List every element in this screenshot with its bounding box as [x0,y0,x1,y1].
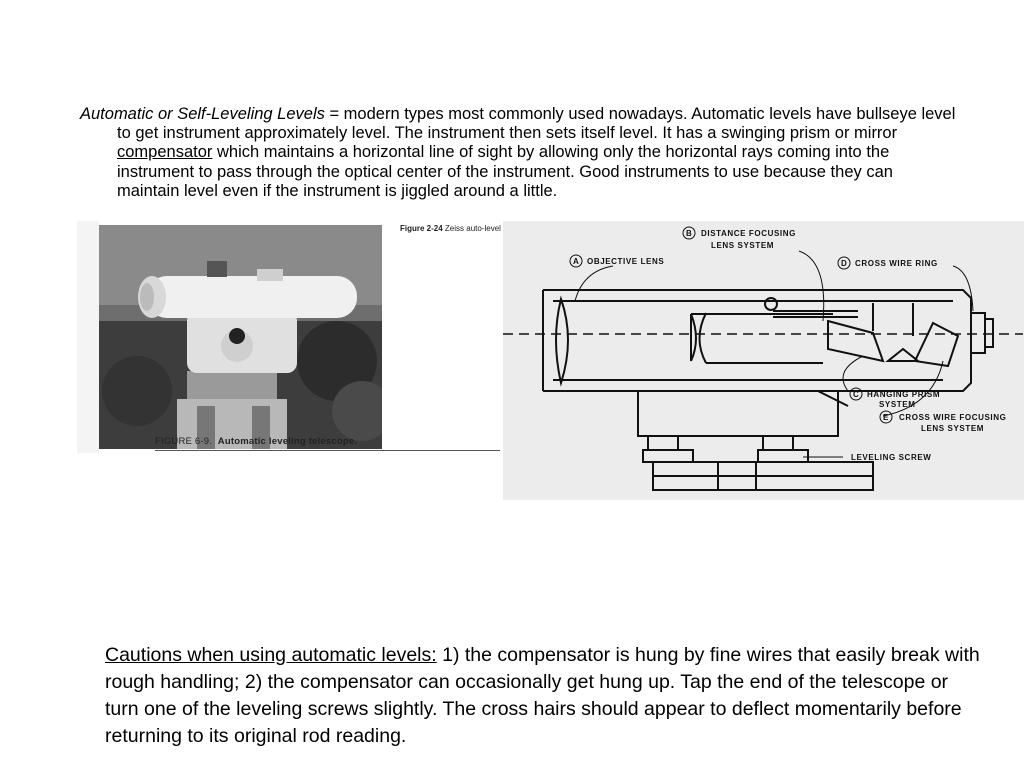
telescope-photo-image [77,221,502,453]
label-leveling-screw: LEVELING SCREW [851,453,932,462]
photo-top-figure-title: Zeiss auto-level [442,224,501,233]
photo-caption-rule [155,450,500,451]
cautions-heading: Cautions when using automatic levels: [105,643,437,666]
label-cross-wire-focusing-2: LENS SYSTEM [921,424,985,433]
base-housing [638,391,838,436]
label-cross-wire-focusing-1: CROSS WIRE FOCUSING [899,413,1007,422]
cautions-paragraph [105,642,985,750]
photo-top-caption [400,224,501,233]
photo-top-figure-number: Figure 2-24 [400,224,443,233]
cautions-text: 1) the compensator is hung by fine wires that easily break with rough handling; 2) the compensator can occasionally get hung up. Tap the end of the telescope or turn one of the leveling screws slightly. The cross hairs should appear to deflect momentarily before returning to its original rod reading. [105,643,980,747]
photo-caption-title: Automatic leveling telescope. [217,436,358,447]
level-diagram [503,221,1024,500]
compensator-link[interactable]: compensator [117,143,213,162]
marker-a-letter: A [573,257,580,266]
telescope-tube-outline [543,290,971,391]
label-cross-wire-ring: CROSS WIRE RING [855,259,938,268]
intro-paragraph [80,105,957,202]
marker-b-letter: B [686,229,693,238]
prism-right [915,323,958,366]
level-cross-section [503,221,1024,500]
photo-caption-number: FIGURE 6-9. [155,436,213,447]
telescope-photo [77,221,502,453]
label-distance-focusing-1: DISTANCE FOCUSING [701,229,796,238]
marker-d-letter: D [841,259,848,268]
intro-text-1: = modern types most commonly used nowadays. Automatic levels have bullseye level to get instrument approximately level. The instrument then sets itself level. It has a swinging prism or mirror [117,104,956,142]
photo-caption [155,436,357,447]
label-distance-focusing-2: LENS SYSTEM [711,241,775,250]
marker-e-letter: E [883,413,889,422]
hanging-prism-left [828,321,883,361]
label-hanging-prism-2: SYSTEM [879,400,916,409]
label-hanging-prism-1: HANGING PRISM [867,390,941,399]
marker-c-letter: C [853,390,860,399]
label-objective-lens: OBJECTIVE LENS [587,257,665,266]
intro-text-2: which maintains a horizontal line of sight by allowing only the horizontal rays coming into the instrument to pass through the optical center of the instrument. Good instruments to use because they can maintain level even if the instrument is jiggled around a little. [117,143,893,201]
intro-term: Automatic or Self-Leveling Levels [80,104,325,123]
objective-lens-shape [556,299,568,383]
